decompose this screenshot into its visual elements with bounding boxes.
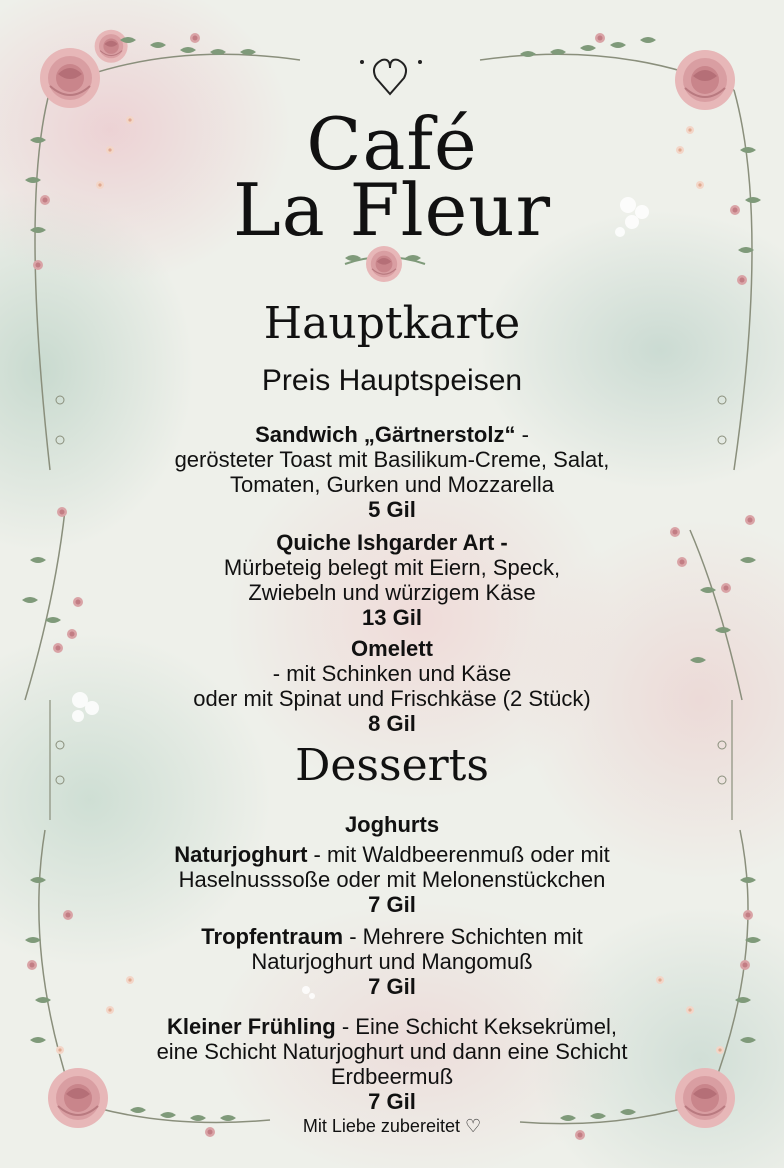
item-price: 7 Gil (368, 974, 416, 999)
item-price: 13 Gil (362, 605, 422, 630)
item-name: Naturjoghurt (174, 842, 308, 867)
footer-tagline: Mit Liebe zubereitet ♡ (302, 1116, 482, 1136)
menu-item-sandwich (0, 422, 784, 522)
item-price: 5 Gil (368, 497, 416, 522)
item-sep: - (515, 422, 529, 447)
menu-item-omelett (0, 636, 784, 736)
dessert-item-naturjoghurt (0, 842, 784, 917)
item-name: Sandwich „Gärtnerstolz“ (255, 422, 516, 447)
group-name: Joghurts (344, 812, 440, 837)
dessert-item-kleiner-fruehling (0, 1014, 784, 1114)
item-desc: Mürbeteig belegt mit Eiern, Speck, (223, 555, 561, 580)
item-desc: Naturjoghurt und Mangomuß (251, 949, 533, 974)
heart-ornament-icon (360, 60, 422, 94)
item-desc: oder mit Spinat und Frischkäse (2 Stück) (193, 686, 591, 711)
desserts-heading: Desserts (295, 740, 489, 791)
item-desc: - mit Waldbeerenmuß oder mit (307, 842, 610, 867)
cafe-title-line1: Café (306, 102, 478, 186)
dessert-group-joghurts (0, 812, 784, 837)
main-menu-subheading: Preis Hauptspeisen (261, 364, 523, 397)
cafe-title-line2: La Fleur (232, 168, 551, 252)
item-desc: Zwiebeln und würzigem Käse (248, 580, 536, 605)
item-name: Kleiner Frühling (167, 1014, 336, 1039)
item-price: 7 Gil (368, 1089, 416, 1114)
item-desc: Erdbeermuß (330, 1064, 454, 1089)
item-price: 7 Gil (368, 892, 416, 917)
main-menu-heading: Hauptkarte (263, 298, 521, 349)
item-name: Quiche Ishgarder Art - (276, 530, 508, 555)
item-name: Tropfentraum (201, 924, 344, 949)
item-desc: Haselnusssoße oder mit Melonenstückchen (178, 867, 606, 892)
item-desc: eine Schicht Naturjoghurt und dann eine Schicht (156, 1039, 628, 1064)
item-desc: - Mehrere Schichten mit (343, 924, 583, 949)
item-price: 8 Gil (368, 711, 416, 736)
dessert-item-tropfentraum (0, 924, 784, 999)
item-desc: - Eine Schicht Keksekrümel, (335, 1014, 617, 1039)
menu-item-quiche (0, 530, 784, 630)
item-desc: gerösteter Toast mit Basilikum-Creme, Salat, (174, 447, 610, 472)
item-name: Omelett (351, 636, 433, 661)
item-desc: - mit Schinken und Käse (272, 661, 512, 686)
item-desc: Tomaten, Gurken und Mozzarella (229, 472, 555, 497)
